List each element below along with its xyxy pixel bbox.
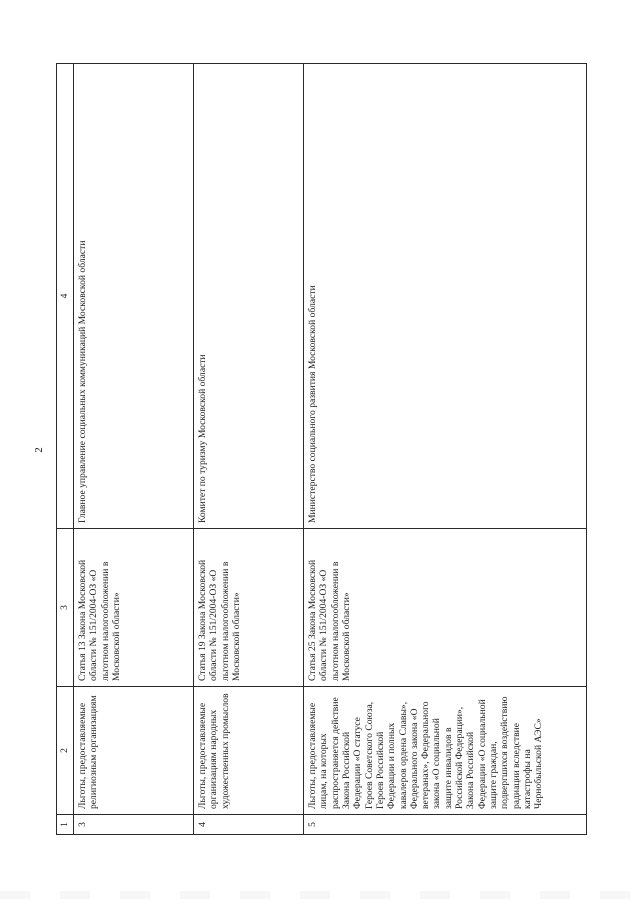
row-number: 3: [74, 815, 194, 835]
table-row: [194, 64, 304, 835]
row-number: 5: [304, 815, 587, 835]
authority-cell: Комитет по туризму Московской области: [194, 64, 304, 529]
benefit-cell: Льготы, предоставляемые организациям народных художественных промыслов: [194, 687, 304, 815]
column-header-1: 1: [57, 815, 74, 835]
benefits-table-container: [56, 63, 586, 835]
benefit-cell: Льготы, предоставляемые лицам, на которых распространяется действие Закона Российской Федерации «О статусе Героев Советского Союза, Героев Российской Федерации и полных кавалеров ордена Славы», Федерального закона «О ветеранах», Федерального закона «О социальной защите инвалидов в Российской Федерации», Закона Российской Федерации «О социальной защите граждан, подвергшихся воздействию радиации вследствие катастрофы на Чернобыльской АЭС»: [304, 687, 587, 815]
column-header-4: 4: [57, 64, 74, 529]
law-cell: Статья 13 Закона Московской области № 151/2004-ОЗ «О льготном налогообложении в Московской области»: [74, 529, 194, 687]
table-row: [304, 64, 587, 835]
benefit-cell: Льготы, предоставляемые религиозным организациям: [74, 687, 194, 815]
law-cell: Статья 19 Закона Московской области № 151/2004-ОЗ «О льготном налогообложении в Московской области»: [194, 529, 304, 687]
column-header-2: 2: [57, 687, 74, 815]
table-row: [74, 64, 194, 835]
row-number: 4: [194, 815, 304, 835]
page-number: 2: [33, 447, 45, 453]
table-header-row: [57, 64, 74, 835]
authority-cell: Министерство социального развития Московской области: [304, 64, 587, 529]
column-header-3: 3: [57, 529, 74, 687]
authority-cell: Главное управление социальных коммуникаций Московской области: [74, 64, 194, 529]
scan-artifact-strip: [0, 891, 639, 899]
benefits-table: [56, 63, 587, 835]
law-cell: Статья 25 Закона Московской области № 151/2004-ОЗ «О льготном налогообложении в Московской области»: [304, 529, 587, 687]
